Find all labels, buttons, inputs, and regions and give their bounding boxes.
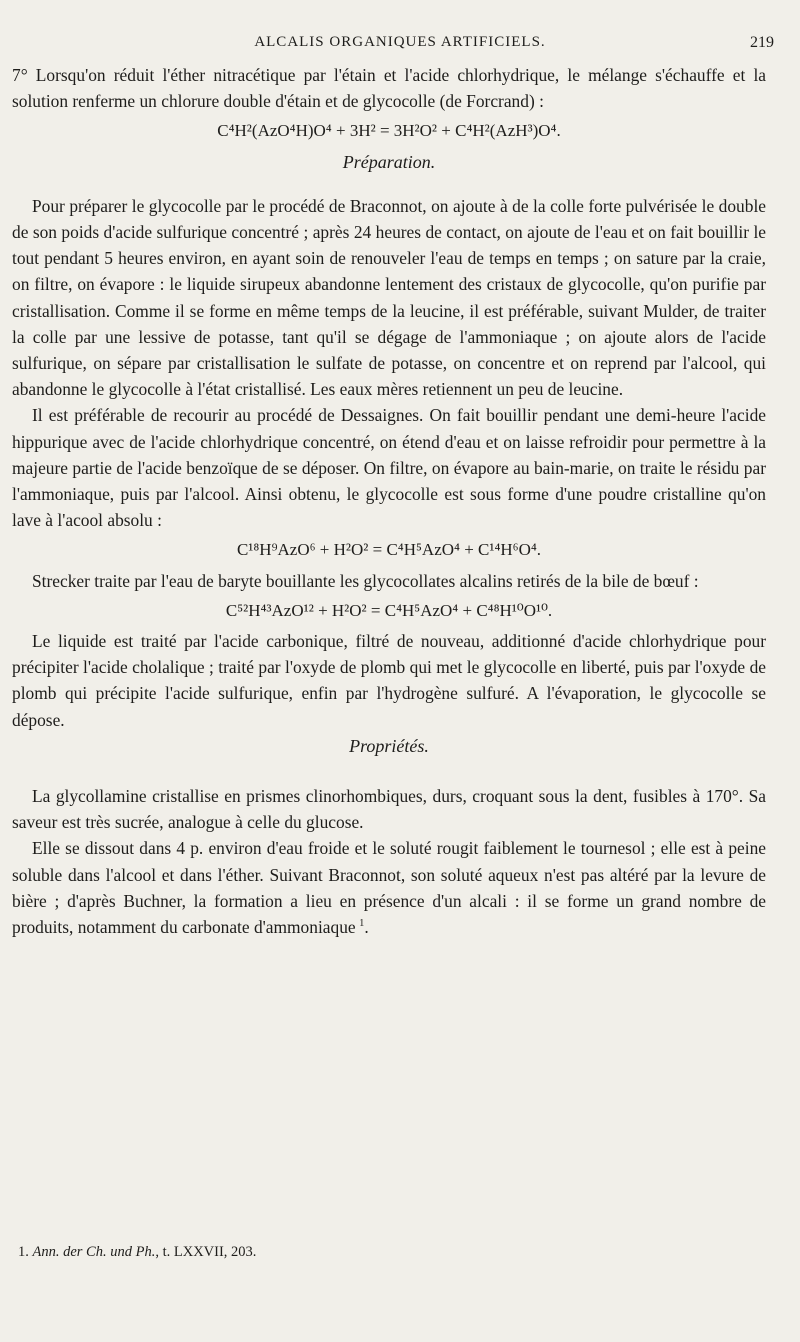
formula-hippurique: C¹⁸H⁹AzO⁶ + H²O² = C⁴H⁵AzO⁴ + C¹⁴H⁶O⁴. <box>236 540 542 560</box>
footnote-reference: Ann. der Ch. und Ph. <box>32 1244 156 1260</box>
footnote-number: 1. <box>18 1244 29 1260</box>
heading-preparation: Préparation. <box>342 151 436 172</box>
footnote-marker: 1 <box>359 918 365 930</box>
formula-strecker: C⁵²H⁴³AzO¹² + H²O² = C⁴H⁵AzO⁴ + C⁴⁸H¹⁰O¹⁰. <box>225 600 553 620</box>
paragraph-solubilite-text: Elle se dissout dans 4 p. environ d'eau froide et le soluté rougit faiblement le tournesol ; elle est à peine soluble dans l'alcool et dans l'éther. Suivant Braconnot, son soluté aqueux n'est pas altéré par la levure de bière ; d'après Buchner, la formation a lieu en présence d'un alcali : il se forme un grand nombre de produits, notamment du carbonate d'ammoniaque <box>12 838 766 938</box>
paragraph-solubilite: Elle se dissout dans 4 p. environ d'eau froide et le soluté rougit faiblement le tournesol ; elle est à peine soluble dans l'alcool et dans l'éther. Suivant Braconnot, son soluté aqueux n'est pas altéré par la levure de bière ; d'après Buchner, la formation a lieu en présence d'un alcali : il se forme un grand nombre de produits, notamment du carbonate d'ammoniaque $^1$. <box>12 838 766 938</box>
footnote-detail: , t. LXXVII, 203. <box>155 1244 257 1260</box>
paragraph-7-reduction: 7° Lorsqu'on réduit l'éther nitracétique par l'étain et l'acide chlorhydrique, le mélange s'échauffe et la solution renferme un chlorure double d'étain et de glycocolle (de Forcrand) : <box>12 65 766 112</box>
paragraph-dessaignes: Il est préférable de recourir au procédé de Dessaignes. On fait bouillir pendant une demi-heure l'acide hippurique avec de l'acide chlorhydrique concentré, on étend d'eau et on laisse refroidir pour permettre à la majeure partie de l'acide benzoïque de se déposer. On filtre, on évapore au bain-marie, on traite le résidu par l'ammoniaque, puis par l'alcool. Ainsi obtenu, le glycocolle est sous forme d'une poudre cristalline qu'on lave à l'acool absolu : <box>12 405 766 531</box>
footnote <box>18 1244 256 1261</box>
paragraph-braconnot: Pour préparer le glycocolle par le procédé de Braconnot, on ajoute à de la colle forte pulvérisée le double de son poids d'acide sulfurique concentré ; après 24 heures de contact, on ajoute de l'eau et on fait bouillir le tout pendant 5 heures environ, en ayant soin de renouveler l'eau de temps en temps ; on sature par la craie, on filtre, on évapore : le liquide sirupeux abandonne lentement des cristaux de glycocolle, qu'on purifie par cristallisation. Comme il se forme en même temps de la leucine, il est préférable, suivant Mulder, de traiter la colle par une lessive de potasse, tant qu'il se dégage de l'ammoniaque ; on ajoute alors de l'acide sulfurique, on sépare par cristallisation le sulfate de potasse, on concentre et on reprend par l'alcool, qui abandonne le glycocolle à l'état cristallisé. Les eaux mères retiennent un peu de leucine. <box>12 195 766 400</box>
paragraph-glycollamine: La glycollamine cristallise en prismes clinorhombiques, durs, croquant sous la dent, fusibles à 170°. Sa saveur est très sucrée, analogue à celle du glucose. <box>12 786 766 833</box>
page-number: 219 <box>750 34 774 51</box>
running-title: ALCALIS ORGANIQUES ARTIFICIELS. <box>254 34 546 50</box>
heading-proprietes: Propriétés. <box>349 735 429 756</box>
page-body <box>12 62 766 940</box>
page-header <box>0 34 800 58</box>
formula-reduction: C⁴H²(AzO⁴H)O⁴ + 3H² = 3H²O² + C⁴H²(AzH³)O⁴. <box>217 121 561 141</box>
paragraph-strecker: Strecker traite par l'eau de baryte bouillante les glycocollates alcalins retirés de la bile de bœuf : <box>32 570 699 591</box>
paragraph-liquide: Le liquide est traité par l'acide carbonique, filtré de nouveau, additionné d'acide chlorhydrique pour précipiter l'acide cholalique ; traité par l'oxyde de plomb qui met le glycocolle en liberté, puis par l'oxyde de plomb qui précipite l'acide sulfurique, enfin par l'hydrogène sulfuré. A l'évaporation, le glycocolle se dépose. <box>12 631 766 730</box>
